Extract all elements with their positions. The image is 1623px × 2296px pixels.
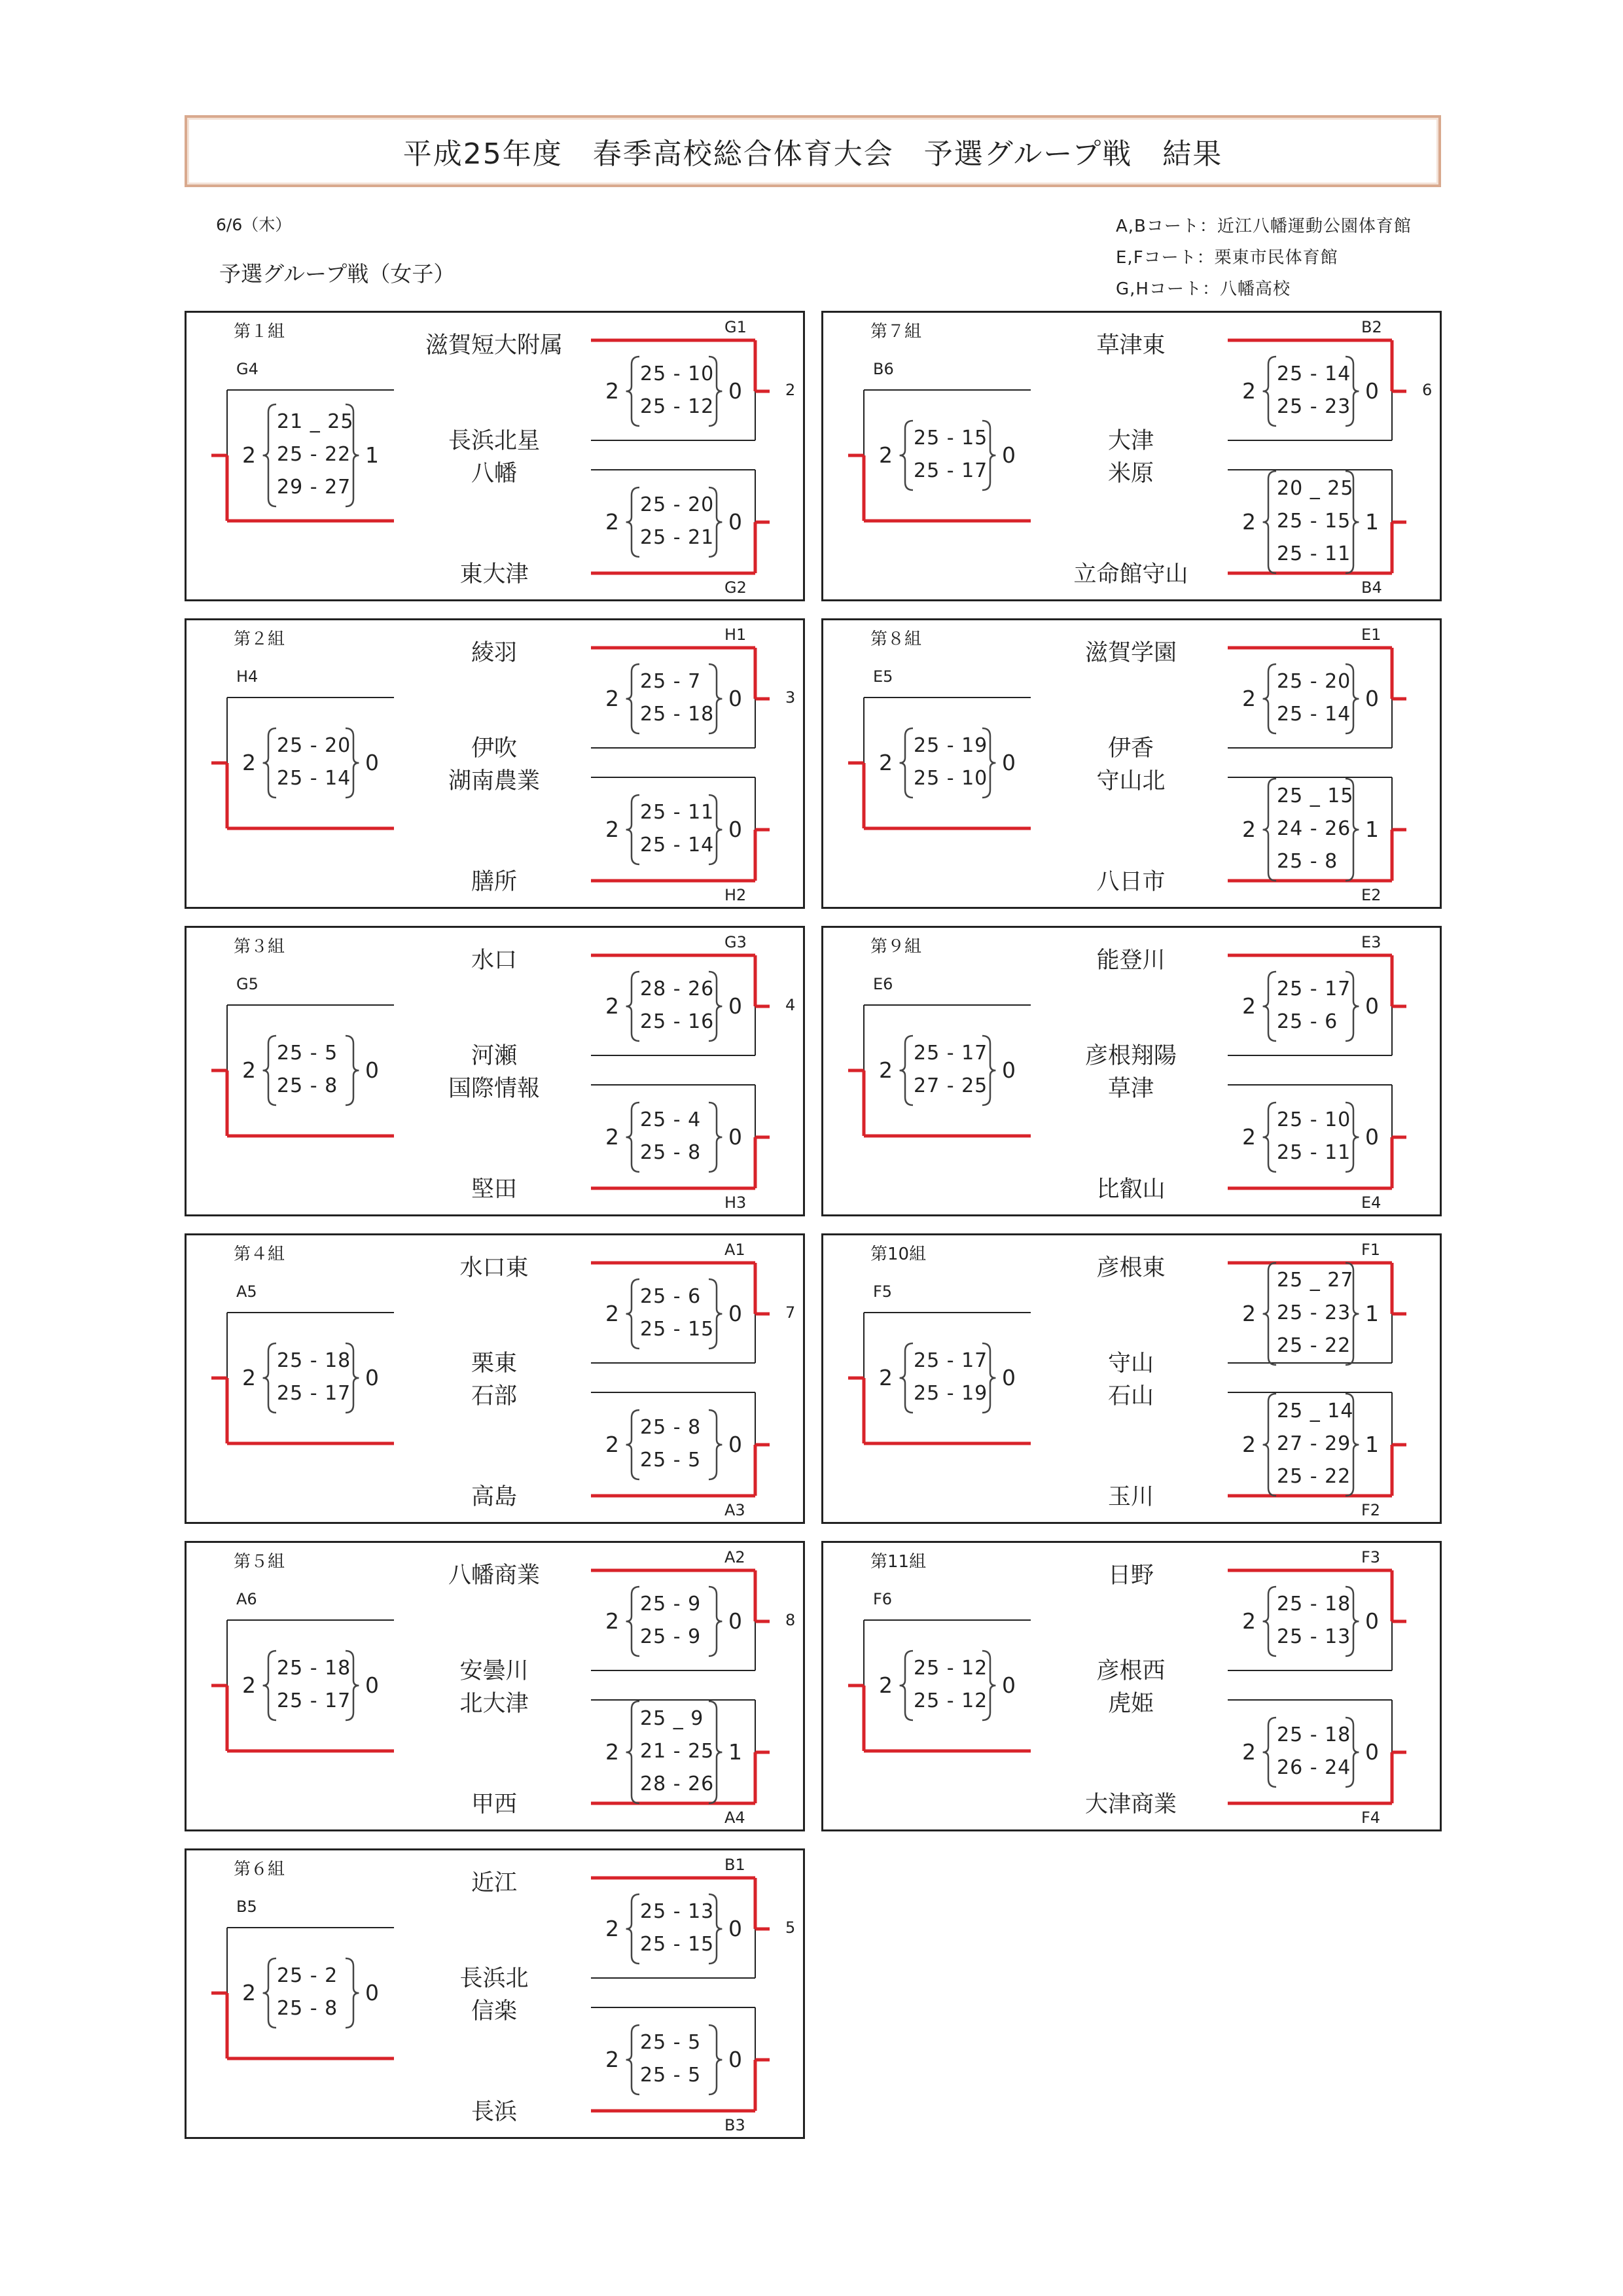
match-sets-won-right: 0 bbox=[365, 1057, 379, 1083]
team-name-mid-2: 虎姫 bbox=[1107, 1691, 1154, 1717]
court-label-bottom: A4 bbox=[724, 1809, 745, 1827]
match-sets-won-left: 2 bbox=[1242, 1301, 1256, 1326]
team-name-bottom: 甲西 bbox=[471, 1792, 518, 1818]
court-label-left: H4 bbox=[236, 667, 259, 686]
match-sets-won-right: 1 bbox=[1365, 817, 1379, 842]
score-brace-right bbox=[346, 1036, 359, 1105]
score-brace-left bbox=[263, 1036, 276, 1105]
set-score: 25 - 2 bbox=[277, 1964, 338, 1987]
team-name-bottom: 立命館守山 bbox=[1073, 561, 1188, 588]
team-name-top: 水口 bbox=[471, 947, 518, 974]
court-label-left: G4 bbox=[236, 360, 259, 378]
set-score: 25 - 12 bbox=[914, 1689, 988, 1712]
match-sets-won-left: 2 bbox=[879, 1365, 893, 1390]
group-bracket bbox=[821, 618, 1442, 909]
group-name: 第11組 bbox=[870, 1552, 927, 1572]
court-label-left: E5 bbox=[873, 667, 893, 686]
match-sets-won-right: 1 bbox=[1365, 509, 1379, 535]
set-score: 25 - 19 bbox=[914, 1382, 988, 1405]
match-sets-won-right: 0 bbox=[365, 1672, 379, 1698]
set-score: 25 - 18 bbox=[1277, 1723, 1351, 1746]
team-name-mid-1: 河瀬 bbox=[471, 1043, 518, 1069]
match-sets-won-right: 0 bbox=[1365, 993, 1379, 1019]
rank-number: 6 bbox=[1422, 381, 1433, 399]
match-sets-won-left: 2 bbox=[242, 1980, 256, 2005]
team-name-bottom: 八日市 bbox=[1096, 869, 1166, 895]
set-score: 25 - 23 bbox=[1277, 1301, 1351, 1324]
set-score: 25 - 9 bbox=[640, 1625, 702, 1648]
team-name-top: 水口東 bbox=[459, 1255, 529, 1281]
court-label-bottom: F2 bbox=[1361, 1501, 1381, 1519]
set-score: 25 - 14 bbox=[1277, 703, 1351, 726]
team-name-bottom: 玉川 bbox=[1107, 1484, 1154, 1510]
set-score: 25 - 5 bbox=[640, 2064, 702, 2087]
match-sets-won-right: 0 bbox=[365, 1365, 379, 1390]
set-score: 26 - 24 bbox=[1277, 1756, 1351, 1779]
group-name: 第２組 bbox=[234, 629, 285, 649]
score-brace-left bbox=[1263, 471, 1276, 573]
match-sets-won-right: 0 bbox=[1002, 1672, 1016, 1698]
team-name-mid-1: 長浜北星 bbox=[448, 428, 541, 454]
set-score: 25 - 18 bbox=[277, 1657, 351, 1680]
set-score: 25 - 10 bbox=[1277, 1108, 1351, 1131]
set-score: 25 - 20 bbox=[277, 734, 351, 757]
match-sets-won-left: 2 bbox=[879, 1057, 893, 1083]
set-score: 28 - 26 bbox=[640, 1773, 715, 1795]
team-name-mid-1: 守山 bbox=[1107, 1351, 1154, 1377]
set-score: 25 - 18 bbox=[1277, 1593, 1351, 1616]
set-score: 25 - 12 bbox=[640, 395, 715, 418]
team-name-bottom: 堅田 bbox=[471, 1176, 518, 1203]
team-name-top: 草津東 bbox=[1096, 332, 1166, 359]
group-name: 第５組 bbox=[234, 1552, 285, 1572]
set-score: 25 - 11 bbox=[640, 801, 715, 824]
match-sets-won-right: 0 bbox=[728, 1124, 742, 1150]
rank-number: 4 bbox=[785, 996, 796, 1014]
team-name-bottom: 大津商業 bbox=[1084, 1792, 1177, 1818]
match-sets-won-left: 2 bbox=[1242, 817, 1256, 842]
team-name-top: 能登川 bbox=[1096, 947, 1166, 974]
set-score: 25 - 8 bbox=[640, 1416, 702, 1439]
rank-number: 5 bbox=[785, 1918, 796, 1937]
rank-number: 7 bbox=[785, 1303, 796, 1322]
section-heading: 予選グループ戦（女子） bbox=[219, 261, 455, 287]
court-label-bottom: E4 bbox=[1361, 1193, 1382, 1212]
set-score: 27 - 29 bbox=[1277, 1432, 1351, 1455]
set-score: 25 - 22 bbox=[277, 443, 351, 466]
match-sets-won-left: 2 bbox=[605, 817, 619, 842]
team-name-bottom: 長浜 bbox=[471, 2099, 518, 2125]
set-score: 25 - 20 bbox=[1277, 670, 1351, 693]
match-sets-won-right: 0 bbox=[1365, 1608, 1379, 1634]
match-sets-won-left: 2 bbox=[605, 993, 619, 1019]
set-score: 25 - 22 bbox=[1277, 1334, 1351, 1357]
group-bracket bbox=[821, 926, 1442, 1216]
group-name: 第６組 bbox=[234, 1860, 285, 1879]
group-name: 第８組 bbox=[870, 629, 922, 649]
match-sets-won-left: 2 bbox=[605, 2047, 619, 2072]
court-label-bottom: B4 bbox=[1361, 578, 1382, 597]
court-label-left: A5 bbox=[236, 1282, 257, 1301]
score-brace-left bbox=[1263, 1587, 1276, 1656]
set-score: 25 - 18 bbox=[640, 703, 715, 726]
group-bracket bbox=[185, 1848, 805, 2139]
match-sets-won-left: 2 bbox=[1242, 993, 1256, 1019]
score-brace-left bbox=[626, 1103, 639, 1172]
match-sets-won-left: 2 bbox=[1242, 1124, 1256, 1150]
score-brace-right bbox=[709, 1587, 722, 1656]
set-score: 25 - 17 bbox=[914, 1042, 988, 1065]
match-sets-won-left: 2 bbox=[242, 442, 256, 468]
court-label-top: F3 bbox=[1361, 1548, 1381, 1566]
set-score: 25 - 13 bbox=[1277, 1625, 1351, 1648]
score-brace-left bbox=[626, 972, 639, 1041]
score-brace-left bbox=[900, 1036, 913, 1105]
court-label-left: F6 bbox=[873, 1590, 893, 1608]
court-label-bottom: H2 bbox=[724, 886, 747, 904]
score-brace-left bbox=[626, 795, 639, 864]
team-name-bottom: 膳所 bbox=[471, 869, 518, 895]
set-score: 27 - 25 bbox=[914, 1074, 988, 1097]
match-sets-won-right: 1 bbox=[1365, 1301, 1379, 1326]
court-label-top: F1 bbox=[1361, 1241, 1381, 1259]
score-brace-left bbox=[1263, 779, 1276, 881]
date-label: 6/6（木） bbox=[216, 215, 292, 234]
court-label-top: B2 bbox=[1361, 318, 1382, 336]
rank-number: 3 bbox=[785, 688, 796, 707]
score-brace-left bbox=[626, 1410, 639, 1479]
match-sets-won-left: 2 bbox=[1242, 686, 1256, 711]
match-sets-won-left: 2 bbox=[1242, 378, 1256, 404]
set-score: 25 - 17 bbox=[277, 1382, 351, 1405]
score-brace-right bbox=[709, 1410, 722, 1479]
match-sets-won-right: 0 bbox=[728, 1916, 742, 1941]
rank-number: 2 bbox=[785, 381, 796, 399]
set-score: 25 - 11 bbox=[1277, 1141, 1351, 1164]
set-score: 25 - 14 bbox=[640, 834, 715, 857]
score-brace-right bbox=[709, 1103, 722, 1172]
match-sets-won-left: 2 bbox=[605, 1739, 619, 1765]
team-name-bottom: 比叡山 bbox=[1096, 1176, 1166, 1203]
venue-list bbox=[1116, 211, 1412, 305]
venue-ab: A,Bコート：近江八幡運動公園体育館 bbox=[1116, 217, 1412, 236]
match-sets-won-left: 2 bbox=[242, 1365, 256, 1390]
court-label-top: E3 bbox=[1361, 933, 1382, 951]
court-label-bottom: B3 bbox=[724, 2116, 745, 2134]
team-name-top: 彦根東 bbox=[1096, 1255, 1166, 1281]
team-name-mid-2: 守山北 bbox=[1096, 768, 1166, 794]
team-name-mid-2: 国際情報 bbox=[448, 1076, 541, 1102]
score-brace-left bbox=[263, 1343, 276, 1413]
score-brace-left bbox=[900, 1651, 913, 1720]
set-score: 25 - 5 bbox=[640, 1449, 702, 1472]
court-label-top: H1 bbox=[724, 626, 747, 644]
court-label-left: E6 bbox=[873, 975, 893, 993]
score-brace-left bbox=[1263, 664, 1276, 733]
score-brace-left bbox=[626, 1701, 639, 1803]
group-bracket bbox=[185, 1233, 805, 1524]
match-sets-won-left: 2 bbox=[1242, 1608, 1256, 1634]
match-sets-won-left: 2 bbox=[242, 1057, 256, 1083]
score-brace-left bbox=[1263, 1718, 1276, 1787]
set-score: 25 - 18 bbox=[277, 1349, 351, 1372]
court-label-left: F5 bbox=[873, 1282, 893, 1301]
set-score: 25 - 11 bbox=[1277, 542, 1351, 565]
match-sets-won-right: 0 bbox=[1365, 1124, 1379, 1150]
venue-ef: E,Fコート：栗東市民体育館 bbox=[1116, 248, 1338, 268]
score-brace-left bbox=[626, 487, 639, 557]
set-score: 25 _ 15 bbox=[1277, 785, 1354, 807]
group-bracket bbox=[185, 926, 805, 1216]
match-sets-won-left: 2 bbox=[605, 686, 619, 711]
set-score: 29 - 27 bbox=[277, 476, 351, 499]
score-brace-left bbox=[263, 1651, 276, 1720]
set-score: 25 - 15 bbox=[914, 427, 988, 450]
set-score: 28 - 26 bbox=[640, 978, 715, 1000]
team-name-mid-2: 石山 bbox=[1107, 1383, 1154, 1409]
rank-number: 8 bbox=[785, 1611, 796, 1629]
team-name-mid-2: 八幡 bbox=[471, 461, 518, 487]
match-sets-won-right: 0 bbox=[1002, 750, 1016, 775]
match-sets-won-right: 0 bbox=[1365, 378, 1379, 404]
set-score: 25 - 21 bbox=[640, 526, 715, 549]
score-brace-left bbox=[626, 357, 639, 426]
team-name-bottom: 高島 bbox=[471, 1484, 518, 1510]
score-brace-left bbox=[626, 664, 639, 733]
team-name-top: 日野 bbox=[1107, 1563, 1154, 1589]
set-score: 25 - 14 bbox=[277, 767, 351, 790]
set-score: 20 _ 25 bbox=[1277, 477, 1354, 500]
set-score: 25 _ 14 bbox=[1277, 1400, 1354, 1422]
team-name-bottom: 東大津 bbox=[459, 561, 529, 588]
score-brace-left bbox=[626, 1894, 639, 1964]
group-name: 第10組 bbox=[870, 1245, 927, 1264]
court-label-top: G3 bbox=[724, 933, 747, 951]
set-score: 25 - 15 bbox=[640, 1318, 715, 1341]
match-sets-won-right: 0 bbox=[728, 378, 742, 404]
group-name: 第７組 bbox=[870, 322, 922, 342]
group-bracket bbox=[821, 1233, 1442, 1524]
court-label-left: A6 bbox=[236, 1590, 257, 1608]
score-brace-left bbox=[1263, 1263, 1276, 1365]
match-sets-won-left: 2 bbox=[1242, 1739, 1256, 1765]
team-name-top: 綾羽 bbox=[471, 640, 518, 666]
match-sets-won-right: 0 bbox=[365, 750, 379, 775]
set-score: 21 - 25 bbox=[640, 1740, 715, 1763]
group-name: 第１組 bbox=[234, 322, 285, 342]
score-brace-left bbox=[626, 1279, 639, 1349]
match-sets-won-right: 1 bbox=[365, 442, 379, 468]
set-score: 25 - 4 bbox=[640, 1108, 702, 1131]
match-sets-won-right: 1 bbox=[728, 1739, 742, 1765]
team-name-mid-1: 彦根西 bbox=[1096, 1658, 1166, 1684]
page-title: 平成25年度 春季高校総合体育大会 予選グループ戦 結果 bbox=[402, 137, 1223, 171]
court-label-left: B5 bbox=[236, 1898, 257, 1916]
score-brace-left bbox=[263, 1958, 276, 2028]
match-sets-won-right: 0 bbox=[728, 2047, 742, 2072]
score-brace-left bbox=[1263, 1103, 1276, 1172]
match-sets-won-left: 2 bbox=[1242, 509, 1256, 535]
match-sets-won-right: 0 bbox=[365, 1980, 379, 2005]
match-sets-won-right: 0 bbox=[1002, 1365, 1016, 1390]
title-box bbox=[185, 115, 1441, 187]
team-name-mid-1: 長浜北 bbox=[459, 1966, 529, 1992]
court-label-bottom: F4 bbox=[1361, 1809, 1381, 1827]
match-sets-won-right: 0 bbox=[1365, 686, 1379, 711]
score-brace-left bbox=[1263, 357, 1276, 426]
set-score: 25 - 7 bbox=[640, 670, 702, 693]
set-score: 25 - 15 bbox=[640, 1933, 715, 1956]
set-score: 25 - 5 bbox=[277, 1042, 338, 1065]
set-score: 25 - 20 bbox=[640, 493, 715, 516]
court-label-top: G1 bbox=[724, 318, 747, 336]
match-sets-won-left: 2 bbox=[605, 1916, 619, 1941]
score-brace-left bbox=[626, 2025, 639, 2094]
set-score: 25 - 16 bbox=[640, 1010, 715, 1033]
match-sets-won-right: 0 bbox=[728, 993, 742, 1019]
group-bracket bbox=[185, 311, 805, 601]
score-brace-left bbox=[900, 728, 913, 798]
team-name-mid-2: 北大津 bbox=[459, 1691, 529, 1717]
match-sets-won-left: 2 bbox=[605, 1124, 619, 1150]
team-name-mid-1: 栗東 bbox=[471, 1351, 518, 1377]
set-score: 25 - 10 bbox=[640, 362, 715, 385]
court-label-top: E1 bbox=[1361, 626, 1382, 644]
court-label-top: B1 bbox=[724, 1856, 745, 1874]
score-brace-left bbox=[626, 1587, 639, 1656]
team-name-mid-1: 安曇川 bbox=[459, 1658, 529, 1684]
set-score: 25 - 17 bbox=[277, 1689, 351, 1712]
match-sets-won-left: 2 bbox=[1242, 1432, 1256, 1457]
set-score: 25 - 8 bbox=[277, 1997, 338, 2020]
match-sets-won-left: 2 bbox=[879, 750, 893, 775]
match-sets-won-left: 2 bbox=[242, 750, 256, 775]
score-brace-right bbox=[346, 1958, 359, 2028]
team-name-mid-2: 草津 bbox=[1107, 1076, 1154, 1102]
team-name-mid-2: 石部 bbox=[471, 1383, 518, 1409]
score-brace-left bbox=[1263, 972, 1276, 1041]
set-score: 25 - 6 bbox=[640, 1285, 702, 1308]
match-sets-won-right: 0 bbox=[728, 1608, 742, 1634]
set-score: 25 - 8 bbox=[277, 1074, 338, 1097]
match-sets-won-right: 0 bbox=[728, 817, 742, 842]
set-score: 25 - 6 bbox=[1277, 1010, 1338, 1033]
court-label-left: G5 bbox=[236, 975, 259, 993]
group-bracket bbox=[185, 1541, 805, 1831]
group-name: 第９組 bbox=[870, 937, 922, 957]
group-bracket bbox=[821, 1541, 1442, 1831]
score-brace-right bbox=[709, 2025, 722, 2094]
set-score: 25 - 17 bbox=[914, 459, 988, 482]
match-sets-won-right: 0 bbox=[728, 1301, 742, 1326]
set-score: 25 - 15 bbox=[1277, 510, 1351, 533]
team-name-mid-1: 彦根翔陽 bbox=[1084, 1043, 1177, 1069]
set-score: 25 - 14 bbox=[1277, 362, 1351, 385]
court-label-bottom: H3 bbox=[724, 1193, 747, 1212]
match-sets-won-right: 0 bbox=[1365, 1739, 1379, 1765]
team-name-mid-2: 湖南農業 bbox=[448, 768, 541, 794]
match-sets-won-right: 0 bbox=[728, 509, 742, 535]
match-sets-won-left: 2 bbox=[605, 509, 619, 535]
match-sets-won-left: 2 bbox=[242, 1672, 256, 1698]
match-sets-won-right: 0 bbox=[728, 1432, 742, 1457]
score-brace-left bbox=[263, 728, 276, 798]
score-brace-left bbox=[900, 421, 913, 490]
set-score: 25 - 19 bbox=[914, 734, 988, 757]
court-label-top: A1 bbox=[724, 1241, 745, 1259]
team-name-mid-2: 米原 bbox=[1107, 461, 1154, 487]
match-sets-won-left: 2 bbox=[605, 1608, 619, 1634]
match-sets-won-left: 2 bbox=[605, 1301, 619, 1326]
set-score: 25 _ 9 bbox=[640, 1707, 704, 1730]
set-score: 25 _ 27 bbox=[1277, 1269, 1354, 1292]
set-score: 25 - 17 bbox=[1277, 978, 1351, 1000]
set-score: 25 - 22 bbox=[1277, 1465, 1351, 1488]
set-score: 25 - 17 bbox=[914, 1349, 988, 1372]
set-score: 25 - 9 bbox=[640, 1593, 702, 1616]
set-score: 25 - 8 bbox=[1277, 850, 1338, 873]
court-label-bottom: A3 bbox=[724, 1501, 745, 1519]
court-label-bottom: G2 bbox=[724, 578, 747, 597]
team-name-mid-1: 大津 bbox=[1107, 428, 1154, 454]
match-sets-won-left: 2 bbox=[879, 1672, 893, 1698]
match-sets-won-right: 0 bbox=[728, 686, 742, 711]
team-name-mid-1: 伊吹 bbox=[471, 735, 518, 762]
score-brace-left bbox=[263, 404, 276, 506]
set-score: 25 - 8 bbox=[640, 1141, 702, 1164]
match-sets-won-left: 2 bbox=[605, 378, 619, 404]
group-bracket bbox=[821, 311, 1442, 601]
group-name: 第４組 bbox=[234, 1245, 285, 1264]
court-label-top: A2 bbox=[724, 1548, 745, 1566]
match-sets-won-left: 2 bbox=[605, 1432, 619, 1457]
court-label-bottom: E2 bbox=[1361, 886, 1382, 904]
venue-gh: G,Hコート：八幡高校 bbox=[1116, 279, 1291, 299]
team-name-top: 近江 bbox=[471, 1870, 518, 1896]
group-bracket bbox=[185, 618, 805, 909]
set-score: 25 - 23 bbox=[1277, 395, 1351, 418]
match-sets-won-right: 1 bbox=[1365, 1432, 1379, 1457]
set-score: 25 - 10 bbox=[914, 767, 988, 790]
match-sets-won-left: 2 bbox=[879, 442, 893, 468]
team-name-top: 八幡商業 bbox=[448, 1563, 541, 1589]
group-name: 第３組 bbox=[234, 937, 285, 957]
score-brace-left bbox=[1263, 1394, 1276, 1496]
match-sets-won-right: 0 bbox=[1002, 442, 1016, 468]
team-name-mid-1: 伊香 bbox=[1107, 735, 1154, 762]
team-name-top: 滋賀短大附属 bbox=[425, 332, 563, 359]
set-score: 25 - 12 bbox=[914, 1657, 988, 1680]
set-score: 24 - 26 bbox=[1277, 817, 1351, 840]
court-label-left: B6 bbox=[873, 360, 894, 378]
team-name-mid-2: 信楽 bbox=[471, 1998, 518, 2024]
team-name-top: 滋賀学園 bbox=[1084, 640, 1177, 666]
set-score: 25 - 13 bbox=[640, 1900, 715, 1923]
set-score: 25 - 5 bbox=[640, 2031, 702, 2054]
set-score: 21 _ 25 bbox=[277, 410, 354, 433]
match-sets-won-right: 0 bbox=[1002, 1057, 1016, 1083]
score-brace-left bbox=[900, 1343, 913, 1413]
